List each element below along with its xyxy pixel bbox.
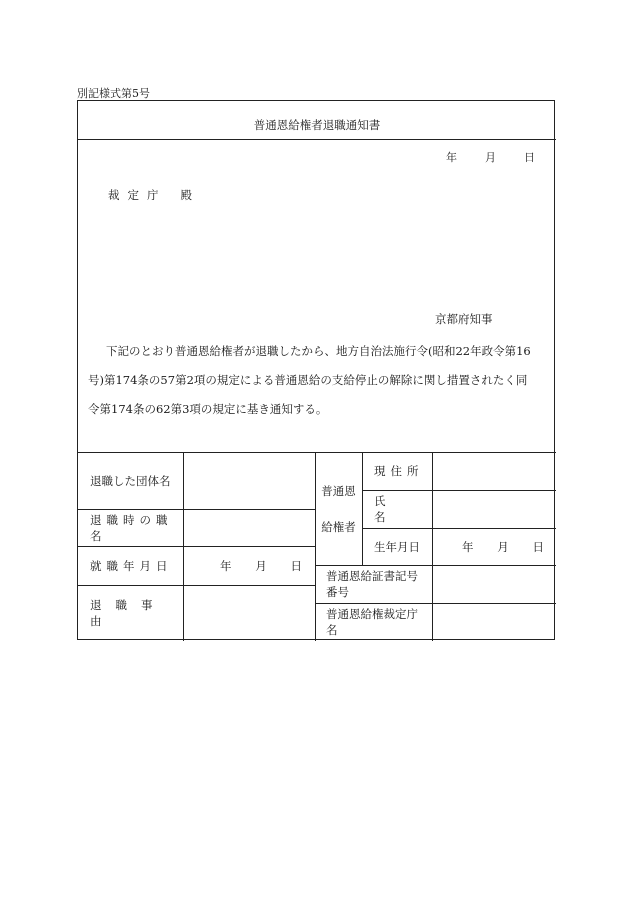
- label-text: 現住所: [374, 464, 424, 478]
- pensioner-group-label: [315, 452, 362, 565]
- label-org-name: [90, 452, 183, 509]
- body-text: [88, 337, 548, 424]
- body-line: 号)第174条の57第2項の規定による普通恩給の支給停止の解除に関し措置されたく同: [88, 373, 528, 387]
- hire-day-label: 日: [290, 558, 302, 573]
- addressee: [108, 187, 200, 203]
- label-position: [90, 509, 183, 546]
- birth-month-label: 月: [497, 539, 509, 554]
- label-hire-date: [90, 546, 183, 585]
- document-title: 普通恩給権者退職通知書: [253, 118, 381, 132]
- label-text: 生年月日: [374, 539, 420, 554]
- hire-date-field[interactable]: [220, 546, 302, 585]
- header-date: [446, 149, 535, 165]
- date-month-label: 月: [485, 151, 496, 164]
- notice-form: [77, 100, 555, 640]
- group-label-line: 給権者: [321, 519, 356, 534]
- group-label-line: 普通恩: [321, 483, 356, 498]
- birth-year-label: 年: [462, 539, 474, 554]
- sender: 京都府知事: [435, 312, 493, 326]
- authority-name-field[interactable]: [432, 603, 556, 641]
- date-year-label: 年: [446, 151, 457, 164]
- label-cert-number: [326, 565, 426, 603]
- label-text: 普通恩給権裁定庁名: [326, 607, 418, 637]
- label-text: 退職事由: [90, 598, 167, 628]
- divider: [362, 452, 363, 565]
- label-text: 氏名: [374, 494, 406, 524]
- label-birth-date: [374, 528, 432, 565]
- hire-month-label: 月: [255, 558, 267, 573]
- birth-date-field[interactable]: [462, 528, 544, 565]
- reason-field[interactable]: [183, 585, 315, 641]
- body-line: 令第174条の62第3項の規定に基き通知する。: [88, 402, 328, 416]
- divider: [78, 139, 556, 140]
- hire-year-label: 年: [220, 558, 232, 573]
- label-text: 普通恩給証書記号番号: [326, 569, 418, 599]
- label-text: 退職した団体名: [90, 473, 171, 488]
- date-day-label: 日: [524, 151, 535, 164]
- form-code: 別記様式第5号: [77, 87, 150, 100]
- addressee-honorific: 殿: [180, 188, 200, 202]
- addressee-name: 裁定庁: [108, 188, 167, 202]
- cert-number-field[interactable]: [432, 565, 556, 603]
- name-field[interactable]: [432, 490, 556, 528]
- address-field[interactable]: [432, 452, 556, 490]
- birth-day-label: 日: [532, 539, 544, 554]
- label-authority-name: [326, 603, 426, 641]
- body-line: 下記のとおり普通恩給権者が退職したから、地方自治法施行令(昭和22年政令第16: [106, 344, 531, 358]
- label-text: 就職年月日: [90, 558, 173, 573]
- org-name-field[interactable]: [183, 452, 315, 509]
- label-text: 退職時の職名: [90, 512, 173, 543]
- position-field[interactable]: [183, 509, 315, 546]
- label-name: [374, 490, 432, 528]
- label-address: [374, 452, 432, 490]
- label-reason: [90, 585, 183, 641]
